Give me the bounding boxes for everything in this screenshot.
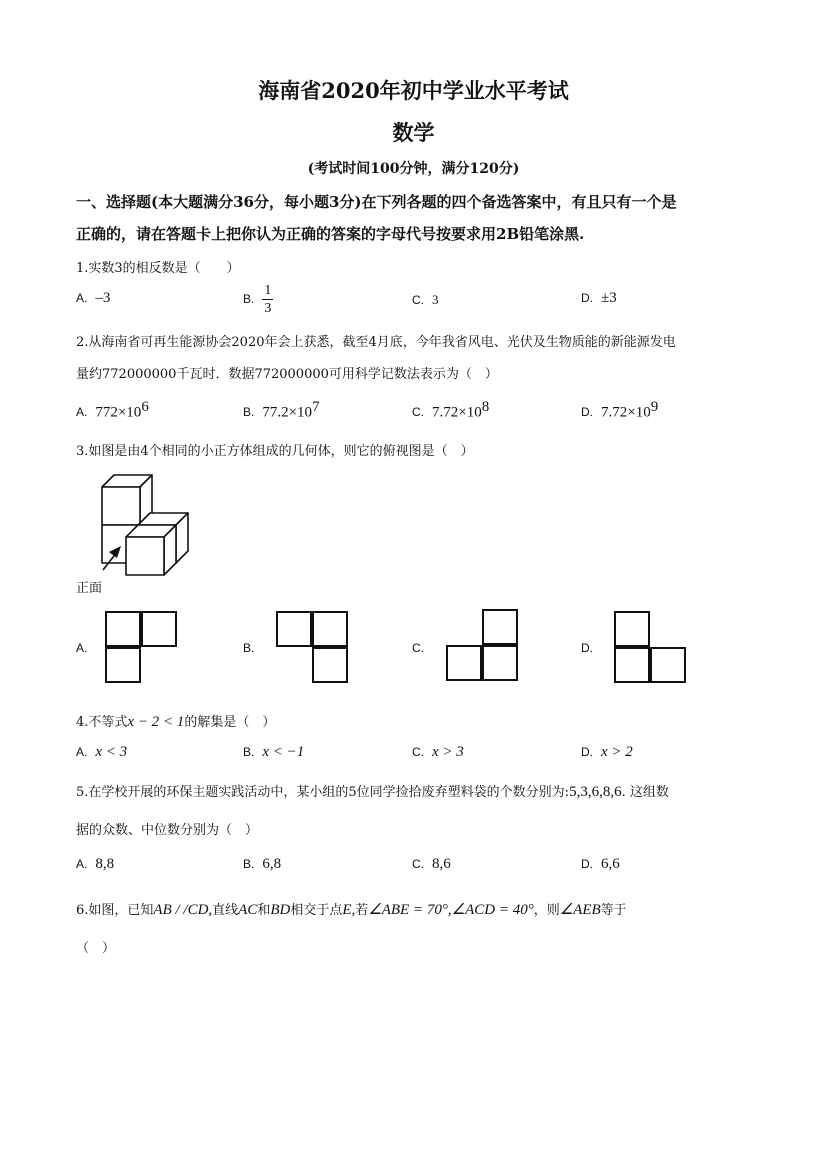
q1-c-label: C. xyxy=(412,293,424,307)
q3-solid-figure xyxy=(90,470,200,580)
view-square xyxy=(105,611,141,647)
q3-option-c xyxy=(412,641,432,656)
subject-title: 数学 xyxy=(392,120,435,145)
q6-math-6: ∠AEB xyxy=(559,902,601,918)
q6-text-5: 若 xyxy=(355,903,369,918)
q5-option-b xyxy=(243,856,281,873)
q6-text-6: ，则 xyxy=(533,903,560,918)
q2-d-base: 7.72×10 xyxy=(601,404,651,421)
q4-a-label: A. xyxy=(76,745,88,759)
q6-text-4: 相交于点 xyxy=(290,903,343,918)
q3-front-label: 正面 xyxy=(76,581,103,596)
q2-b-label: B. xyxy=(243,405,255,420)
view-square xyxy=(141,611,177,647)
q1-option-c xyxy=(412,292,439,308)
q4-stem-prefix: 4.不等式 xyxy=(76,715,128,730)
q4-stem-math: x − 2 < 1 xyxy=(127,714,185,730)
q5-d-value: 6,6 xyxy=(601,856,620,872)
q5-d-label: D. xyxy=(581,857,593,871)
q1-b-numerator: 1 xyxy=(264,283,272,298)
q5-option-d xyxy=(581,856,620,873)
q2-c-label: C. xyxy=(412,405,424,420)
q2-stem-line1: 2.从海南省可再生能源协会2020年会上获悉，截至4月底，今年我省风电、光伏及生物质能的新能源发电 xyxy=(76,335,676,350)
q2-a-exp: 6 xyxy=(141,399,149,415)
view-square xyxy=(312,647,348,683)
q5-option-a xyxy=(76,856,114,873)
q3-d-label: D. xyxy=(581,641,593,655)
q2-b-base: 77.2×10 xyxy=(262,404,313,421)
q6-math-3: BD xyxy=(270,902,291,918)
q5-b-value: 6,8 xyxy=(262,856,282,872)
q2-option-c xyxy=(412,399,489,421)
q4-d-value: x > 2 xyxy=(601,744,633,760)
cube-front-front xyxy=(126,537,164,575)
q3-option-b xyxy=(243,641,262,656)
q6-text-3: 和 xyxy=(257,903,271,918)
q4-a-value: x < 3 xyxy=(95,744,128,760)
q5-stem-math: 5,3,6,8,6 xyxy=(569,784,622,800)
view-square xyxy=(446,645,482,681)
view-square xyxy=(312,611,348,647)
q2-stem-line2: 量约772000000千瓦时．数据772000000可用科学记数法表示为（ ） xyxy=(76,367,498,382)
q2-option-d xyxy=(581,399,658,421)
q4-option-b xyxy=(243,744,304,761)
q2-d-exp: 9 xyxy=(650,399,659,415)
q3-stem: 3.如图是由4个相同的小正方体组成的几何体，则它的俯视图是（ ） xyxy=(76,444,474,459)
q1-b-label: B. xyxy=(243,292,255,306)
q6-text-1: 6.如图，已知 xyxy=(76,903,154,918)
q2-a-label: A. xyxy=(76,405,88,420)
q6-math-2: AC xyxy=(238,902,258,918)
q4-option-a xyxy=(76,744,127,761)
q2-a-base: 772×10 xyxy=(95,404,142,421)
q2-c-exp: 8 xyxy=(481,399,490,415)
q4-option-d xyxy=(581,744,633,761)
q1-d-label: D. xyxy=(581,291,593,305)
view-square xyxy=(614,611,650,647)
exam-info: (考试时间100分钟，满分120分) xyxy=(307,161,520,177)
q2-option-b xyxy=(243,399,320,421)
q1-b-fraction xyxy=(262,282,273,317)
q1-c-value: 3 xyxy=(432,292,439,307)
q4-option-c xyxy=(412,744,464,761)
section1-line1: 一、选择题(本大题满分36分，每小题3分)在下列各题的四个备选答案中，有且只有一个是 xyxy=(76,193,677,211)
q2-b-exp: 7 xyxy=(312,399,320,415)
q1-d-value: ±3 xyxy=(601,290,617,306)
q5-c-label: C. xyxy=(412,857,424,871)
q4-c-value: x > 3 xyxy=(432,744,464,760)
q1-b-denominator: 3 xyxy=(264,301,272,316)
q6-math-4: E, xyxy=(342,902,356,918)
q6-math-5: ∠ABE = 70°,∠ACD = 40° xyxy=(368,902,534,918)
q1-option-a xyxy=(76,290,110,307)
cube-top-front xyxy=(102,487,140,525)
q6-text-2: 直线 xyxy=(212,903,239,918)
q4-b-label: B. xyxy=(243,745,255,759)
view-square xyxy=(482,609,518,645)
q5-b-label: B. xyxy=(243,857,255,871)
q3-a-label: A. xyxy=(76,641,88,655)
exam-title: 海南省2020年初中学业水平考试 xyxy=(258,78,569,103)
q5-stem-suffix: . 这组数 xyxy=(621,785,669,800)
view-square xyxy=(276,611,312,647)
q4-stem xyxy=(76,711,275,731)
q5-option-c xyxy=(412,856,451,873)
q5-a-value: 8,8 xyxy=(95,856,115,872)
q2-option-a xyxy=(76,399,149,421)
q4-c-label: C. xyxy=(412,745,424,759)
q1-option-b xyxy=(243,282,273,317)
view-square xyxy=(482,645,518,681)
view-square xyxy=(614,647,650,683)
section1-line2: 正确的，请在答题卡上把你认为正确的答案的字母代号按要求用2B铅笔涂黑. xyxy=(76,225,585,243)
q3-b-label: B. xyxy=(243,641,255,655)
q5-c-value: 8,6 xyxy=(432,856,451,872)
q1-stem: 1.实数3的相反数是（ ） xyxy=(76,261,240,276)
q2-d-label: D. xyxy=(581,405,593,420)
q1-a-label: A. xyxy=(76,291,88,305)
q6-stem-line1 xyxy=(76,899,627,919)
q6-math-1: AB / /CD, xyxy=(153,902,213,918)
q5-a-label: A. xyxy=(76,857,88,871)
q3-option-a xyxy=(76,641,95,656)
q5-stem-line2: 据的众数、中位数分别为（ ） xyxy=(76,823,259,838)
q5-stem-prefix: 5.在学校开展的环保主题实践活动中，某小组的5位同学捡拾废弃塑料袋的个数分别为: xyxy=(76,785,570,800)
q5-stem-line1 xyxy=(76,781,669,801)
q4-stem-suffix: 的解集是（ ） xyxy=(184,715,276,730)
q1-option-d xyxy=(581,290,617,307)
q4-b-value: x < −1 xyxy=(262,744,305,760)
q1-a-value: –3 xyxy=(95,290,111,306)
view-square xyxy=(650,647,686,683)
q6-text-7: 等于 xyxy=(600,903,627,918)
view-square xyxy=(105,647,141,683)
q4-d-label: D. xyxy=(581,745,593,759)
q3-option-d xyxy=(581,641,601,656)
q2-c-base: 7.72×10 xyxy=(432,404,482,421)
q3-c-label: C. xyxy=(412,641,424,655)
q6-stem-line2: （ ） xyxy=(76,941,116,956)
